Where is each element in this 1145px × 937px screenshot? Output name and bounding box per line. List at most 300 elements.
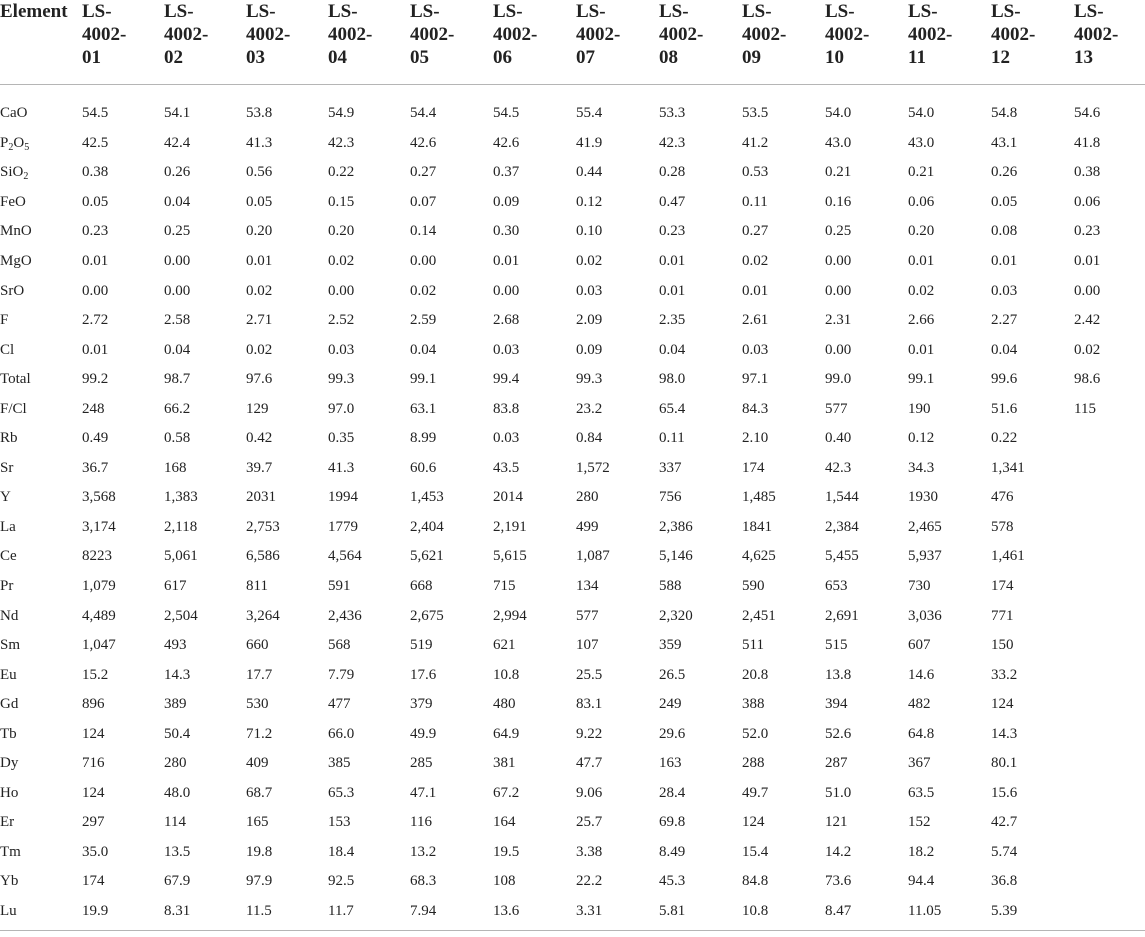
table-cell-value: 0.30	[493, 223, 520, 240]
table-cell-value: 68.3	[410, 873, 437, 890]
table-cell-value: 0.03	[576, 282, 603, 299]
table-cell-value: 9.22	[576, 725, 603, 742]
table-cell-value: 0.12	[576, 193, 603, 210]
table-cell-value: 621	[493, 637, 516, 654]
row-label-element: F/Cl	[0, 400, 27, 417]
table-cell-value: 0.03	[493, 341, 520, 358]
column-header-sample	[410, 0, 493, 85]
table-cell-value: 26.5	[659, 666, 686, 683]
table-cell-value: 811	[246, 578, 268, 595]
table-cell-value: 98.7	[164, 371, 191, 388]
table-cell-value: 287	[825, 755, 848, 772]
table-cell-value: 22.2	[576, 873, 603, 890]
table-cell-value: 53.3	[659, 105, 686, 122]
table-cell-value: 0.02	[742, 253, 769, 269]
table-cell-value: 19.8	[246, 843, 273, 860]
table-cell-value: 54.1	[164, 105, 191, 122]
table-cell-value: 5,937	[908, 548, 942, 565]
table-cell-value: 2,675	[410, 607, 444, 624]
table-cell-value: 34.3	[908, 459, 935, 476]
row-label-element: Rb	[0, 430, 18, 447]
table-cell-value: 0.20	[908, 223, 935, 240]
table-cell-value: 0.02	[246, 282, 273, 299]
table-cell-value: 42.3	[825, 459, 852, 476]
table-cell-value: 1841	[742, 518, 772, 535]
table-cell-value: 14.6	[908, 666, 935, 683]
table-cell-value: 35.0	[82, 843, 109, 860]
row-label-element: Dy	[0, 755, 19, 772]
table-cell-value: 2,118	[164, 518, 198, 535]
table-cell-value: 41.3	[246, 134, 273, 151]
row-label-element: Ho	[0, 784, 19, 801]
table-cell-value: 5,146	[659, 548, 693, 565]
table-cell-value: 41.2	[742, 134, 769, 151]
table-cell-value: 53.8	[246, 105, 273, 122]
table-cell-value: 99.4	[493, 371, 520, 388]
table-cell-value: 0.00	[493, 282, 520, 299]
table-cell-value: 9.06	[576, 784, 603, 801]
table-cell-value	[1074, 749, 1145, 779]
table-cell-value	[1074, 424, 1145, 454]
column-header-sample	[576, 0, 659, 85]
table-cell-value: 98.6	[1074, 371, 1101, 388]
table-cell-value: 0.27	[410, 164, 437, 181]
row-label-element: FeO	[0, 193, 26, 210]
table-cell-value: 8.99	[410, 430, 437, 447]
table-cell-value: 2,404	[410, 518, 444, 535]
table-cell-value: 2.31	[825, 312, 852, 329]
table-cell-value: 4,625	[742, 548, 776, 565]
table-cell-value: 107	[576, 637, 599, 654]
table-cell-value: 52.6	[825, 725, 852, 742]
table-cell-value: 0.04	[164, 341, 191, 358]
column-header-part: 08	[659, 47, 678, 68]
column-header-part: 11	[908, 47, 926, 68]
table-cell-value: 99.0	[825, 371, 852, 388]
table-cell-value: 13.5	[164, 843, 191, 860]
table-cell-value: 0.10	[576, 223, 603, 240]
row-label-element: $P_2O_5$	[0, 134, 30, 153]
table-cell-value: 0.01	[82, 341, 109, 358]
column-header-element: Element	[0, 0, 82, 85]
table-row	[0, 601, 1145, 631]
table-cell-value: 2,691	[825, 607, 859, 624]
table-cell-value: 17.7	[246, 666, 273, 683]
table-cell-value: 0.09	[493, 193, 520, 210]
table-cell-value: 54.0	[825, 105, 852, 122]
table-cell-value: 1,453	[410, 489, 444, 506]
table-cell-value: 0.49	[82, 430, 109, 447]
column-header-part: 4002-	[908, 24, 953, 45]
table-row	[0, 690, 1145, 720]
table-cell-value: 2,191	[493, 518, 527, 535]
table-cell-value: 3.31	[576, 897, 659, 931]
row-label-element: Sr	[0, 459, 14, 476]
column-header-part: 07	[576, 47, 595, 68]
table-cell-value: 590	[742, 578, 765, 595]
column-header-sample	[908, 0, 991, 85]
table-row	[0, 217, 1145, 247]
table-cell-value: 2,436	[328, 607, 362, 624]
table-cell-value: 54.8	[991, 105, 1018, 122]
column-header-sample	[659, 0, 742, 85]
table-cell-value	[1074, 660, 1145, 690]
table-cell-value: 588	[659, 578, 682, 595]
table-cell-value: 42.3	[659, 134, 686, 151]
table-row	[0, 394, 1145, 424]
table-cell-value: 2014	[493, 489, 523, 506]
table-cell-value: 0.56	[246, 164, 273, 181]
table-cell-value: 42.5	[82, 134, 109, 151]
table-cell-value: 0.05	[82, 193, 109, 210]
column-header-part: 09	[742, 47, 761, 68]
column-header-part: LS-	[659, 1, 689, 22]
table-cell-value: 0.00	[825, 282, 852, 299]
table-cell-value: 0.25	[825, 223, 852, 240]
column-header-part: 06	[493, 47, 512, 68]
table-cell-value: 2.52	[328, 312, 355, 329]
table-cell-value: 94.4	[908, 873, 935, 890]
column-header-part: 01	[82, 47, 101, 68]
table-cell-value: 92.5	[328, 873, 355, 890]
column-header-part: 4002-	[825, 24, 870, 45]
table-cell-value: 0.42	[246, 430, 273, 447]
column-header-part: LS-	[328, 1, 358, 22]
table-cell-value: 80.1	[991, 755, 1018, 772]
table-cell-value: 43.0	[908, 134, 935, 151]
table-cell-value: 42.3	[328, 134, 355, 151]
row-label-element: Total	[0, 371, 31, 388]
table-cell-value: 568	[328, 637, 351, 654]
table-cell-value: 99.3	[328, 371, 355, 388]
table-cell-value: 114	[164, 814, 186, 831]
table-cell-value: 48.0	[164, 784, 191, 801]
table-cell-value: 2.27	[991, 312, 1018, 329]
table-cell-value: 60.6	[410, 459, 437, 476]
table-cell-value: 63.1	[410, 400, 437, 417]
table-cell-value: 52.0	[742, 725, 769, 742]
table-cell-value: 83.8	[493, 400, 520, 417]
table-cell-value: 0.40	[825, 430, 852, 447]
table-cell-value: 2031	[246, 489, 276, 506]
table-cell-value: 2.61	[742, 312, 769, 329]
table-cell-value: 11.05	[908, 897, 991, 931]
column-header-part: 4002-	[246, 24, 291, 45]
table-cell-value: 54.5	[82, 105, 109, 122]
table-cell-value: 385	[328, 755, 351, 772]
table-cell-value: 2.72	[82, 312, 109, 329]
table-cell-value: 43.1	[991, 134, 1018, 151]
table-cell-value	[1074, 838, 1145, 868]
column-header-part: LS-	[82, 1, 112, 22]
table-row	[0, 749, 1145, 779]
table-cell-value: 4,564	[328, 548, 362, 565]
row-label-element: Yb	[0, 873, 19, 890]
table-cell-value: 49.7	[742, 784, 769, 801]
column-header-sample	[825, 0, 908, 85]
table-cell-value: 3,036	[908, 607, 942, 624]
table-cell-value: 0.09	[576, 341, 603, 358]
row-label-element: Eu	[0, 666, 17, 683]
table-cell-value	[1074, 779, 1145, 809]
table-cell-value: 13.8	[825, 666, 852, 683]
table-cell-value: 153	[328, 814, 351, 831]
table-cell-value: 756	[659, 489, 682, 506]
table-cell-value: 10.8	[493, 666, 520, 683]
table-cell-value: 163	[659, 755, 682, 772]
table-cell-value: 0.01	[493, 253, 520, 269]
table-cell-value: 5,455	[825, 548, 859, 565]
table-cell-value: 47.1	[410, 784, 437, 801]
table-cell-value: 19.9	[82, 897, 164, 931]
column-header-sample	[493, 0, 576, 85]
table-cell-value: 1,087	[576, 548, 610, 565]
table-cell-value: 730	[908, 578, 931, 595]
column-header-part: 10	[825, 47, 844, 68]
table-cell-value: 174	[82, 873, 105, 890]
table-cell-value: 14.2	[825, 843, 852, 860]
row-label-element: Cl	[0, 341, 15, 358]
table-cell-value	[1074, 690, 1145, 720]
table-cell-value: 11.5	[246, 897, 328, 931]
table-cell-value: 20.8	[742, 666, 769, 683]
table-cell-value: 43.5	[493, 459, 520, 476]
table-cell-value: 0.04	[164, 193, 191, 210]
table-cell-value: 388	[742, 696, 765, 713]
table-row	[0, 158, 1145, 188]
table-cell-value: 1,079	[82, 578, 116, 595]
table-cell-value: 653	[825, 578, 848, 595]
table-cell-value: 53.5	[742, 105, 769, 122]
column-header-part: 02	[164, 47, 183, 68]
table-cell-value: 288	[742, 755, 765, 772]
column-header-part: 4002-	[991, 24, 1036, 45]
table-cell-value: 0.26	[991, 164, 1018, 181]
table-cell-value: 115	[1074, 400, 1096, 417]
column-header-part: LS-	[1074, 1, 1104, 22]
table-cell-value: 7.94	[410, 897, 493, 931]
table-cell-value: 124	[991, 696, 1014, 713]
table-cell-value: 116	[410, 814, 432, 831]
table-cell-value: 7.79	[328, 666, 355, 683]
column-header-part: LS-	[991, 1, 1021, 22]
table-cell-value: 68.7	[246, 784, 273, 801]
table-cell-value: 42.6	[410, 134, 437, 151]
table-cell-value: 124	[82, 784, 105, 801]
table-row	[0, 513, 1145, 543]
table-row	[0, 867, 1145, 897]
row-label-element: F	[0, 312, 9, 329]
table-cell-value: 0.15	[328, 193, 355, 210]
column-header-part: 4002-	[1074, 24, 1119, 45]
row-label-element: CaO	[0, 105, 28, 122]
table-cell-value: 65.3	[328, 784, 355, 801]
table-cell-value: 0.27	[742, 223, 769, 240]
table-cell-value: 607	[908, 637, 931, 654]
table-cell-value: 67.2	[493, 784, 520, 801]
table-cell-value: 2.66	[908, 312, 935, 329]
row-label-element: MnO	[0, 223, 32, 240]
table-cell-value: 84.8	[742, 873, 769, 890]
column-header-sample	[246, 0, 328, 85]
table-cell-value: 8223	[82, 548, 112, 565]
table-cell-value: 14.3	[164, 666, 191, 683]
table-cell-value: 65.4	[659, 400, 686, 417]
table-cell-value: 0.00	[164, 253, 191, 269]
table-cell-value: 1930	[908, 489, 938, 506]
table-cell-value: 54.6	[1074, 105, 1101, 122]
table-cell-value: 168	[164, 459, 187, 476]
table-cell-value: 381	[493, 755, 516, 772]
row-label-element: Nd	[0, 607, 19, 624]
table-cell-value: 124	[82, 725, 105, 742]
table-cell-value: 0.23	[659, 223, 686, 240]
column-header-part: 4002-	[493, 24, 538, 45]
table-cell-value: 0.00	[328, 282, 355, 299]
column-header-part: LS-	[742, 1, 772, 22]
table-cell-value: 8.31	[164, 897, 246, 931]
table-cell-value: 0.00	[1074, 282, 1101, 299]
table-cell-value: 519	[410, 637, 433, 654]
table-cell-value: 1,544	[825, 489, 859, 506]
table-row	[0, 660, 1145, 690]
table-cell-value: 8.47	[825, 897, 908, 931]
table-cell-value: 41.3	[328, 459, 355, 476]
table-cell-value: 530	[246, 696, 269, 713]
row-label-element: Y	[0, 489, 11, 506]
table-cell-value: 2,994	[493, 607, 527, 624]
table-cell-value: 41.8	[1074, 134, 1101, 151]
table-cell-value: 42.4	[164, 134, 191, 151]
table-cell-value	[1074, 808, 1145, 838]
table-cell-value: 0.20	[246, 223, 273, 240]
table-row	[0, 365, 1145, 395]
table-row	[0, 572, 1145, 602]
table-cell-value: 477	[328, 696, 351, 713]
table-cell-value: 19.5	[493, 843, 520, 860]
row-label-element: SrO	[0, 282, 25, 299]
table-cell-value: 2,320	[659, 607, 693, 624]
table-cell-value: 896	[82, 696, 105, 713]
row-label-element: Lu	[0, 897, 82, 931]
table-cell-value: 83.1	[576, 696, 603, 713]
table-cell-value: 99.1	[908, 371, 935, 388]
table-cell-value: 0.02	[1074, 341, 1101, 358]
table-cell-value: 0.07	[410, 193, 437, 210]
table-cell-value: 0.01	[908, 341, 935, 358]
table-cell-value: 0.00	[825, 253, 852, 269]
table-cell-value: 0.02	[246, 341, 273, 358]
column-header-part: LS-	[164, 1, 194, 22]
table-cell-value: 165	[246, 814, 269, 831]
table-cell-value: 51.0	[825, 784, 852, 801]
table-cell-value: 389	[164, 696, 187, 713]
table-cell-value: 45.3	[659, 873, 686, 890]
table-cell-value: 280	[164, 755, 187, 772]
table-cell-value: 2,504	[164, 607, 198, 624]
table-row	[0, 424, 1145, 454]
table-cell-value: 0.03	[991, 282, 1018, 299]
table-cell-value: 0.38	[82, 164, 109, 181]
column-header-sample	[164, 0, 246, 85]
table-cell-value: 493	[164, 637, 187, 654]
table-cell-value: 2.68	[493, 312, 520, 329]
table-cell-value: 64.8	[908, 725, 935, 742]
table-cell-value: 54.4	[410, 105, 437, 122]
table-cell-value: 25.5	[576, 666, 603, 683]
table-cell-value: 2.35	[659, 312, 686, 329]
table-cell-value: 1,383	[164, 489, 198, 506]
table-cell-value: 0.22	[328, 164, 355, 181]
table-cell-value: 13.6	[493, 897, 576, 931]
table-cell-value: 0.05	[991, 193, 1018, 210]
table-cell-value: 0.26	[164, 164, 191, 181]
table-cell-value: 5.39	[991, 897, 1074, 931]
table-cell-value: 49.9	[410, 725, 437, 742]
table-cell-value: 2.58	[164, 312, 191, 329]
table-cell-value	[1074, 542, 1145, 572]
table-cell-value: 0.00	[410, 253, 437, 269]
table-cell-value: 47.7	[576, 755, 603, 772]
column-header-part: 4002-	[82, 24, 127, 45]
table-cell-value: 14.3	[991, 725, 1018, 742]
table-row	[0, 483, 1145, 513]
table-cell-value: 668	[410, 578, 433, 595]
table-cell-value: 0.37	[493, 164, 520, 181]
table-cell-value: 2.59	[410, 312, 437, 329]
table-cell-value: 0.20	[328, 223, 355, 240]
table-cell-value: 0.01	[742, 282, 769, 299]
table-cell-value: 54.5	[493, 105, 520, 122]
table-row	[0, 779, 1145, 809]
table-cell-value: 591	[328, 578, 351, 595]
row-label-element: Tb	[0, 725, 17, 742]
table-cell-value: 2,753	[246, 518, 280, 535]
table-cell-value	[1074, 867, 1145, 897]
table-cell-value	[1074, 513, 1145, 543]
row-label-element: Ce	[0, 548, 17, 565]
table-cell-value: 33.2	[991, 666, 1018, 683]
table-cell-value: 43.0	[825, 134, 852, 151]
table-row	[0, 631, 1145, 661]
table-cell-value: 98.0	[659, 371, 686, 388]
table-cell-value: 63.5	[908, 784, 935, 801]
row-label-element: MgO	[0, 253, 32, 269]
table-cell-value: 0.22	[991, 430, 1018, 447]
table-cell-value: 3,264	[246, 607, 280, 624]
table-cell-value: 280	[576, 489, 599, 506]
table-cell-value: 108	[493, 873, 516, 890]
table-cell-value: 28.4	[659, 784, 686, 801]
table-row	[0, 85, 1145, 129]
table-cell-value: 1,572	[576, 459, 610, 476]
table-cell-value: 367	[908, 755, 931, 772]
table-cell-value: 99.3	[576, 371, 603, 388]
table-cell-value: 0.04	[659, 341, 686, 358]
table-cell-value: 5.81	[659, 897, 742, 931]
table-cell-value: 150	[991, 637, 1014, 654]
column-header-part: 4002-	[410, 24, 455, 45]
table-cell-value: 69.8	[659, 814, 686, 831]
column-header-part: LS-	[908, 1, 938, 22]
table-cell-value: 97.9	[246, 873, 273, 890]
table-cell-value: 0.38	[1074, 164, 1101, 181]
table-cell-value	[1074, 631, 1145, 661]
table-cell-value: 716	[82, 755, 105, 772]
table-cell-value: 25.7	[576, 814, 603, 831]
table-cell-value: 0.04	[410, 341, 437, 358]
table-cell-value: 1,485	[742, 489, 776, 506]
